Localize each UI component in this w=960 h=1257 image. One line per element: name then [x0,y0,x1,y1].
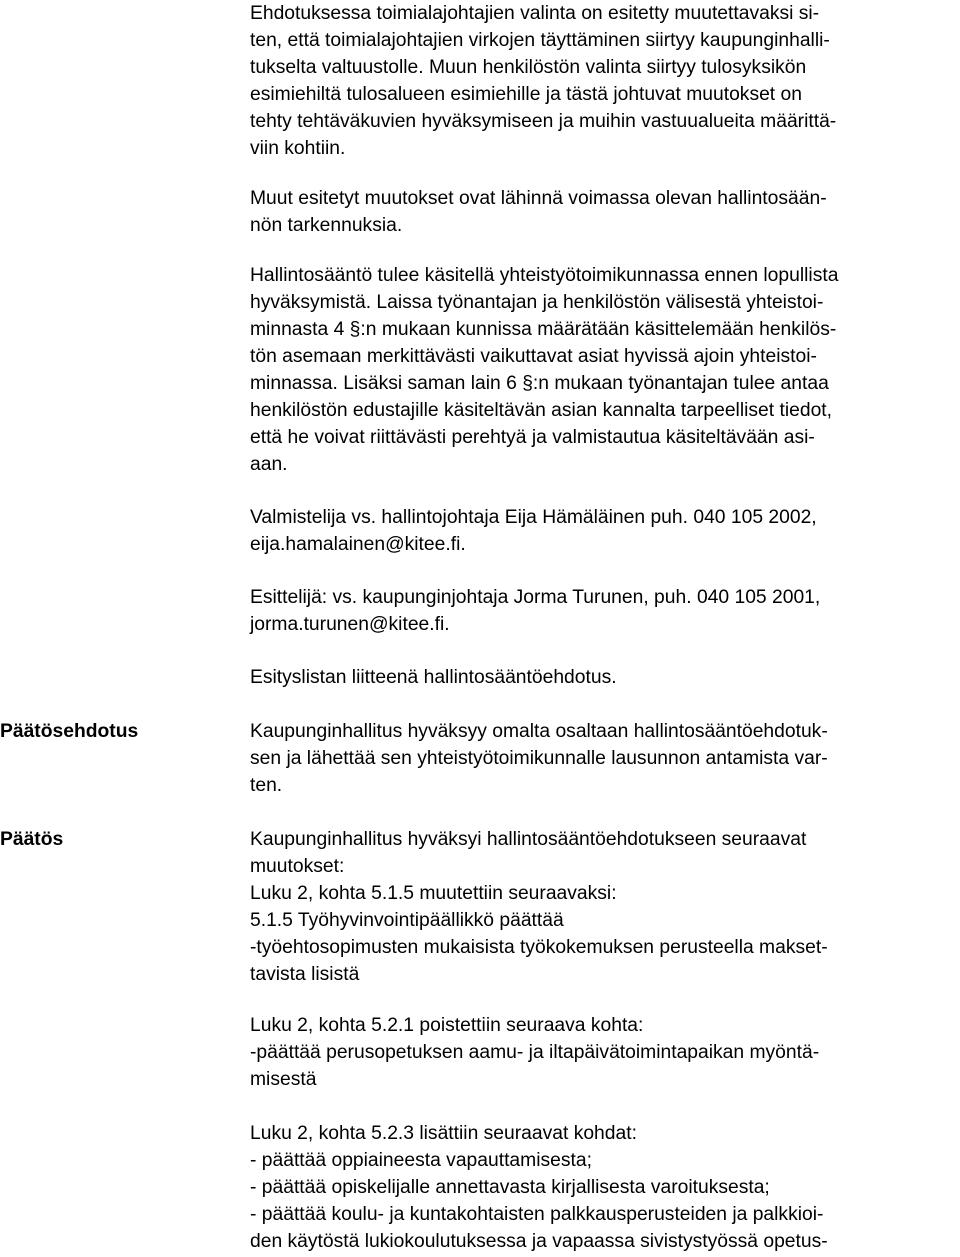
text-line: Kaupunginhallitus hyväksyi hallintosääntöehdotukseen seuraavat [250,829,807,850]
text-line: Kaupunginhallitus hyväksyy omalta osaltaan hallintosääntöehdotuk- [250,721,828,742]
text-line: Luku 2, kohta 5.2.1 poistettiin seuraava kohta: [250,1015,644,1036]
text-line: - päättää oppiaineesta vapauttamisesta; [250,1150,592,1171]
paragraph-muut-muutokset [250,185,958,239]
text-line: henkilöstön edustajille käsiteltävän asian kannalta tarpeelliset tiedot, [250,400,833,421]
text-line: Luku 2, kohta 5.2.3 lisättiin seuraavat kohdat: [250,1123,637,1144]
decision-intro [250,826,958,988]
decision-label: Päätös [0,829,64,850]
text-line: - päättää opiskelijalle annettavasta kirjallisesta varoituksesta; [250,1177,770,1198]
text-line: viin kohtiin. [250,138,346,159]
text-line: Esittelijä: vs. kaupunginjohtaja Jorma Turunen, puh. 040 105 2001, [250,587,821,608]
text-line: 5.1.5 Työhyvinvointipäällikkö päättää [250,910,564,931]
text-line: muutokset: [250,856,345,877]
text-line: aan. [250,454,288,475]
text-line: -työehtosopimusten mukaisista työkokemuksen perusteella makset- [250,937,828,958]
paragraph-toimialajohtajat [250,0,958,162]
text-line: jorma.turunen@kitee.fi. [250,614,450,635]
text-line: sen ja lähettää sen yhteistyötoimikunnalle lausunnon antamista var- [250,748,828,769]
paragraph-valmistelija [250,504,958,558]
text-line: tehty tehtäväkuvien hyväksymiseen ja muihin vastuualueita määrittä- [250,111,837,132]
text-line: Ehdotuksessa toimialajohtajien valinta on esitetty muutettavaksi si- [250,3,820,24]
text-line: Muut esitetyt muutokset ovat lähinnä voimassa olevan hallintosään- [250,188,827,209]
text-line: - päättää koulu- ja kuntakohtaisten palkkausperusteiden ja palkkioi- [250,1204,824,1225]
section-label-proposal [0,718,138,745]
proposal-label: Päätösehdotus [0,721,139,742]
text-line: tön asemaan merkittävästi vaikuttavat asiat hyvissä ajoin yhteistoi- [250,346,817,367]
section-label-decision [0,826,63,853]
text-line: den käytöstä lukiokoulutuksessa ja vapaassa sivistystyössä opetus- [250,1231,828,1252]
text-line: -päättää perusopetuksen aamu- ja iltapäivätoimintapaikan myöntä- [250,1042,820,1063]
text-line: ten, että toimialajohtajien virkojen täyttäminen siirtyy kaupunginhalli- [250,30,830,51]
paragraph-liite [250,664,958,691]
text-line: minnasta 4 §:n mukaan kunnissa määrätään käsittelemään henkilös- [250,319,837,340]
text-line: esimiehiltä tulosalueen esimiehille ja tästä johtuvat muutokset on [250,84,802,105]
proposal-text [250,718,958,799]
text-line: Luku 2, kohta 5.1.5 muutettiin seuraavaksi: [250,883,617,904]
paragraph-yhteistoiminta [250,262,958,478]
text-line: Esityslistan liitteenä hallintosääntöehdotus. [250,667,617,688]
decision-added [250,1120,958,1255]
text-line: nön tarkennuksia. [250,215,403,236]
text-line: Valmistelija vs. hallintojohtaja Eija Hämäläinen puh. 040 105 2002, [250,507,817,528]
paragraph-esittelija [250,584,958,638]
text-line: tukselta valtuustolle. Muun henkilöstön valinta siirtyy tulosyksikön [250,57,807,78]
text-line: eija.hamalainen@kitee.fi. [250,534,466,555]
text-line: ten. [250,775,283,796]
text-line: misestä [250,1069,317,1090]
text-line: Hallintosääntö tulee käsitellä yhteistyötoimikunnassa ennen lopullista [250,265,839,286]
text-line: että he voivat riittävästi perehtyä ja valmistautua käsiteltävään asi- [250,427,815,448]
decision-removed [250,1012,958,1093]
text-line: tavista lisistä [250,964,360,985]
text-line: hyväksymistä. Laissa työnantajan ja henkilöstön välisestä yhteistoi- [250,292,824,313]
text-line: minnassa. Lisäksi saman lain 6 §:n mukaan työnantajan tulee antaa [250,373,829,394]
